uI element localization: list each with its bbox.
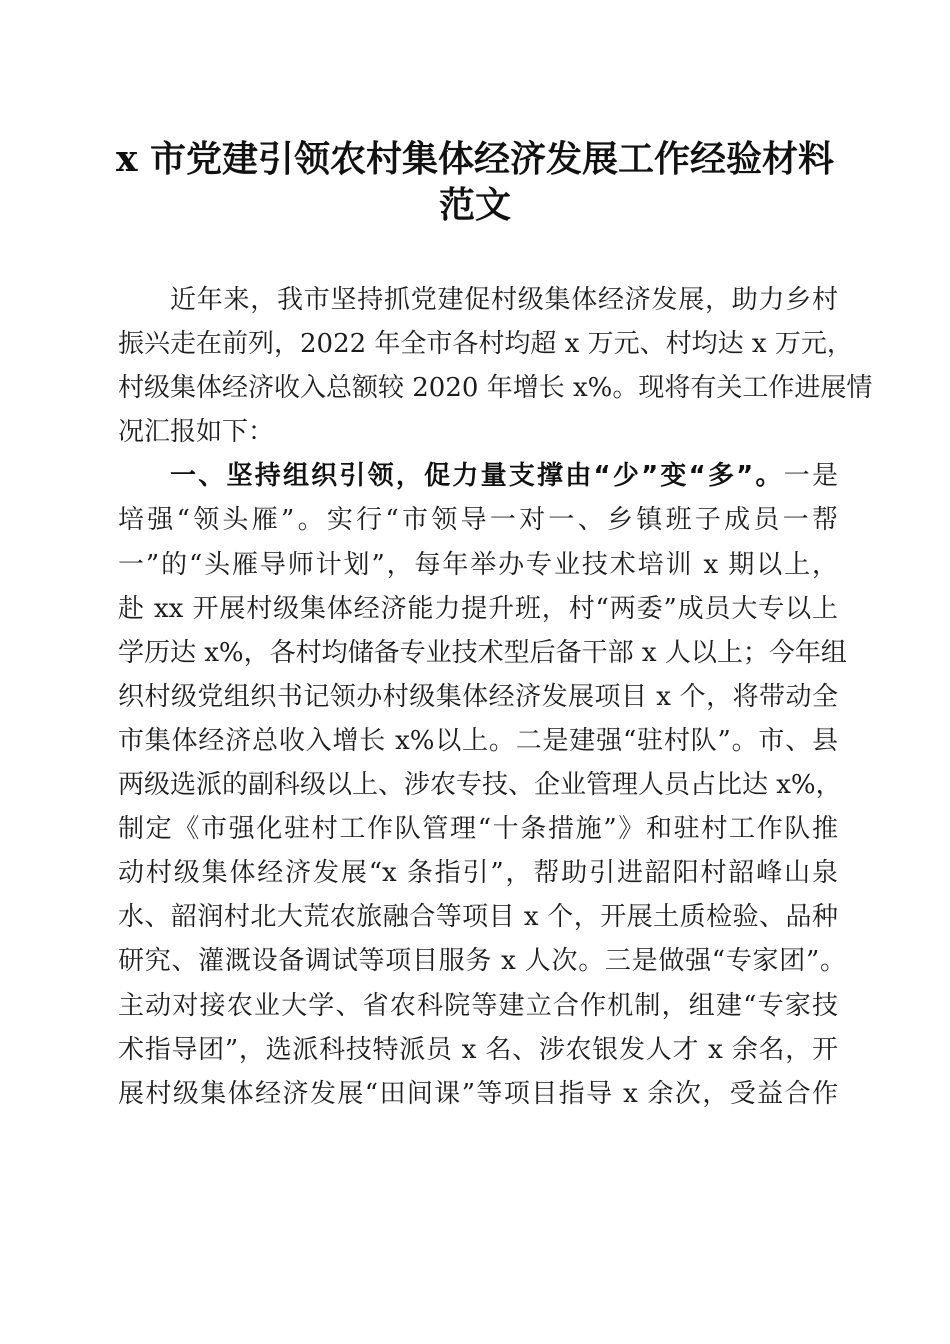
- document-body: [118, 278, 873, 1116]
- section-1-paragraph: [118, 454, 847, 1115]
- intro-line: 近年来，我市坚持抓党建促村级集体经济发展，助力乡村: [170, 285, 838, 315]
- intro-paragraph: [118, 278, 873, 454]
- intro-line: 振兴走在前列，2022 年全市各村均超 x 万元、村均达 x 万元，: [118, 329, 853, 360]
- section-1-line: 术指导团”，选派科技特派员 x 名、涉农银发人才 x 余名，开: [118, 1034, 838, 1065]
- section-1-line: 市集体经济总收入增长 x%以上。二是建强“驻村队”。市、县: [118, 725, 838, 756]
- section-1-line: 织村级党组织书记领办村级集体经济发展项目 x 个，将带动全: [118, 681, 838, 712]
- section-1-line: 赴 xx 开展村级集体经济能力提升班，村“两委”成员大专以上: [118, 593, 838, 624]
- section-1-line: 水、韶润村北大荒农旅融合等项目 x 个，开展土质检验、品种: [118, 902, 838, 933]
- title-line-1: x 市党建引领农村集体经济发展工作经验材料: [116, 138, 834, 180]
- section-1-line: 动村级集体经济发展“x 条指引”，帮助引进韶阳村韶峰山泉: [118, 858, 838, 889]
- section-1-line: 展村级集体经济发展“田间课”等项目指导 x 余次，受益合作: [118, 1078, 838, 1109]
- section-1-first-line: [118, 454, 838, 498]
- section-1-line: 培强“领头雁”。实行“市领导一对一、乡镇班子成员一帮: [118, 505, 838, 536]
- document-title: [100, 136, 850, 228]
- section-1-line: 主动对接农业大学、省农科院等建立合作机制，组建“专家技: [118, 990, 838, 1021]
- intro-line: 况汇报如下：: [118, 417, 275, 448]
- intro-line: 村级集体经济收入总额较 2020 年增长 x%。现将有关工作进展情: [118, 373, 873, 404]
- section-1-line: 两级选派的副科级以上、涉农专技、企业管理人员占比达 x%，: [118, 770, 842, 801]
- section-1-heading: 一、坚持组织引领，促力量支撑由“少”变“多”。: [170, 461, 784, 492]
- section-1-line: 研究、灌溉设备调试等项目服务 x 人次。三是做强“专家团”。: [118, 946, 846, 977]
- title-line-2: 范文: [438, 184, 511, 226]
- section-1-line: 制定《市强化驻村工作队管理“十条措施”》和驻村工作队推: [118, 814, 838, 845]
- section-1-first-line-rest: 一是: [783, 461, 838, 492]
- section-1-line: 一”的“头雁导师计划”，每年举办专业技术培训 x 期以上，: [118, 549, 838, 580]
- section-1-line: 学历达 x%，各村均储备专业技术型后备干部 x 人以上；今年组: [118, 637, 847, 668]
